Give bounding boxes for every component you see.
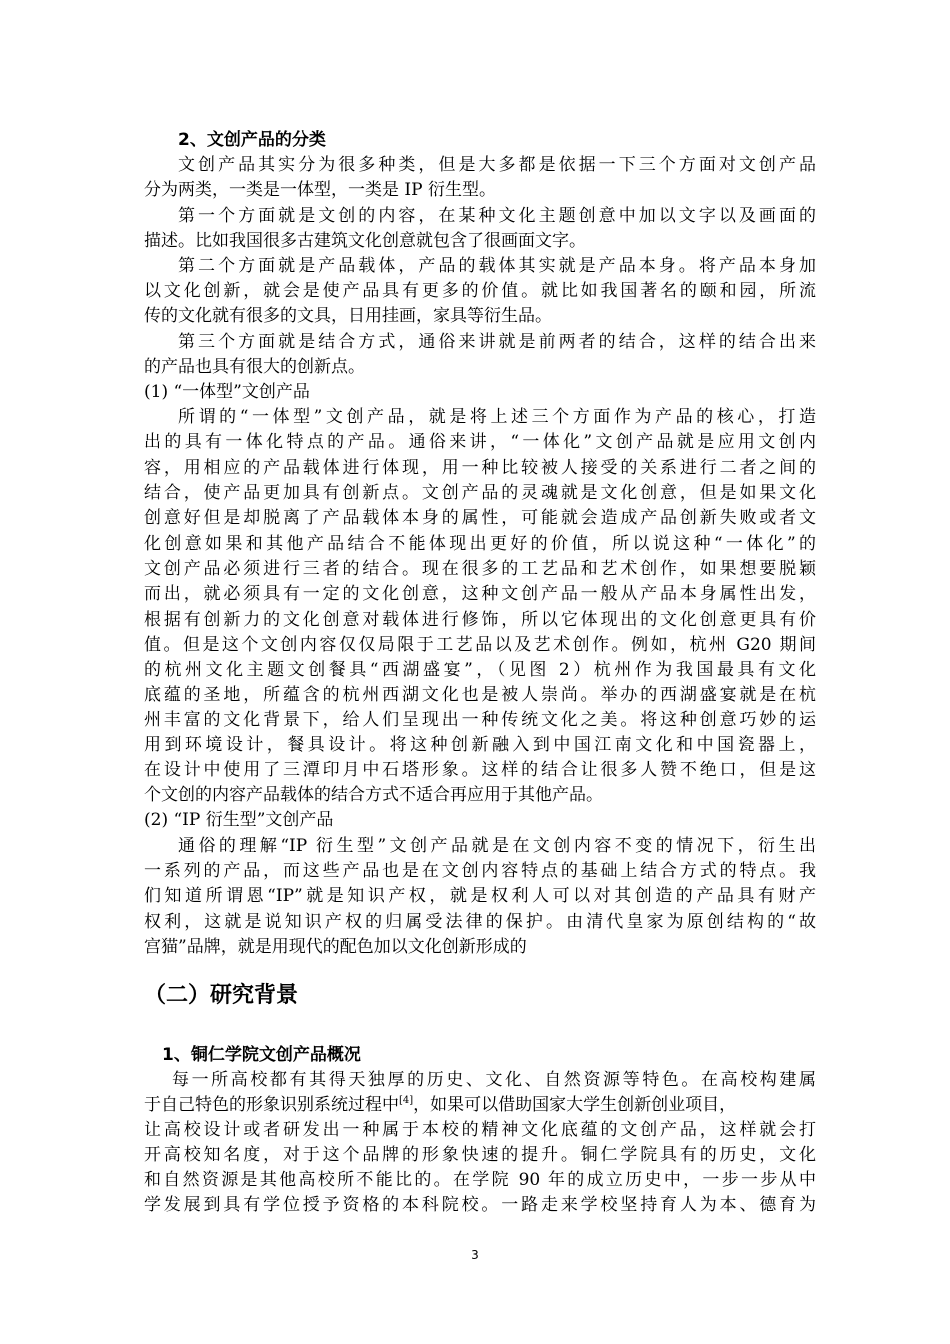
paragraph-text: ，如果可以借助国家大学生创新创业项目， — [413, 1095, 737, 1115]
paragraph-line-with-citation — [144, 1093, 816, 1118]
paragraph-line: 所谓的“一体型”文创产品，就是将上述三个方面作为产品的核心，打造 — [178, 407, 816, 427]
paragraph-line: 文创产品其实分为很多种类，但是大多都是依据一下三个方面对文创产品 — [178, 155, 816, 175]
subsection-heading-tongren-overview: 1、铜仁学院文创产品概况 — [162, 1045, 361, 1065]
paragraph-line: 底蕴的圣地，所蕴含的杭州西湖文化也是被人崇尚。举办的西湖盛宴就是在杭 — [144, 685, 816, 705]
paragraph-line: 个文创的内容产品载体的结合方式不适合再应用于其他产品。 — [144, 785, 603, 805]
subsection-heading-ip-derivative: (2) “IP 衍生型”文创产品 — [144, 810, 334, 830]
section-heading-classification: 2、文创产品的分类 — [178, 130, 326, 150]
subsection-heading-integrated: (1) “一体型”文创产品 — [144, 382, 310, 402]
section-heading-research-background: （二）研究背景 — [144, 983, 299, 1008]
paragraph-line: 在设计中使用了三潭印月中石塔形象。这样的结合让很多人赞不绝口，但是这 — [144, 760, 816, 780]
paragraph-line: 第二个方面就是产品载体，产品的载体其实就是产品本身。将产品本身加 — [178, 256, 816, 276]
paragraph-line: 结合，使产品更加具有创新点。文创产品的灵魂就是文化创意，但是如果文化 — [144, 483, 816, 503]
paragraph-line: 创意好但是却脱离了产品载体本身的属性，可能就会造成产品创新失败或者文 — [144, 508, 816, 528]
paragraph-line: 开高校知名度，对于这个品牌的形象快速的提升。铜仁学院具有的历史，文化 — [144, 1145, 816, 1165]
paragraph-line: 一系列的产品，而这些产品也是在文创内容特点的基础上结合方式的特点。我 — [144, 861, 816, 881]
paragraph-line: 用到环境设计，餐具设计。将这种创新融入到中国江南文化和中国瓷器上， — [144, 735, 816, 755]
paragraph-line: 们知道所谓恩“IP”就是知识产权，就是权利人可以对其创造的产品具有财产 — [144, 886, 816, 906]
paragraph-line: 和自然资源是其他高校所不能比的。在学院 90 年的成立历史中，一步一步从中 — [144, 1170, 816, 1190]
paragraph-line: 第三个方面就是结合方式，通俗来讲就是前两者的结合，这样的结合出来 — [178, 332, 816, 352]
paragraph-line: 宫猫”品牌，就是用现代的配色加以文化创新形成的 — [144, 937, 527, 957]
paragraph-line: 传的文化就有很多的文具，日用挂画，家具等衍生品。 — [144, 306, 552, 326]
paragraph-line: 文创产品必须进行三者的结合。现在很多的工艺品和艺术创作，如果想要脱颖 — [144, 559, 816, 579]
paragraph-line: 第一个方面就是文创的内容，在某种文化主题创意中加以文字以及画面的 — [178, 206, 816, 226]
paragraph-line: 通俗的理解“IP 衍生型”文创产品就是在文创内容不变的情况下，衍生出 — [178, 836, 816, 856]
paragraph-line: 根据有创新力的文化创意对载体进行修饰，所以它体现出的文化创意更具有价 — [144, 610, 816, 630]
paragraph-line: 出的具有一体化特点的产品。通俗来讲，“一体化”文创产品就是应用文创内 — [144, 432, 816, 452]
paragraph-line: 描述。比如我国很多古建筑文化创意就包含了很画面文字。 — [144, 231, 586, 251]
page-number: 3 — [471, 1248, 479, 1262]
citation-reference[interactable]: [4] — [399, 1095, 414, 1106]
paragraph-line: 容，用相应的产品载体进行体现，用一种比较被人接受的关系进行二者之间的 — [144, 458, 816, 478]
paragraph-line: 分为两类，一类是一体型，一类是 IP 衍生型。 — [144, 180, 496, 200]
paragraph-line: 以文化创新，就会是使产品具有更多的价值。就比如我国著名的颐和园，所流 — [144, 281, 816, 301]
paragraph-line: 的产品也具有很大的创新点。 — [144, 357, 365, 377]
paragraph-line: 州丰富的文化背景下，给人们呈现出一种传统文化之美。将这种创意巧妙的运 — [144, 710, 816, 730]
paragraph-line: 每一所高校都有其得天独厚的历史、文化、自然资源等特色。在高校构建属 — [172, 1070, 816, 1090]
paragraph-line: 让高校设计或者研发出一种属于本校的精神文化底蕴的文创产品，这样就会打 — [144, 1120, 816, 1140]
paragraph-line: 权利，这就是说知识产权的归属受法律的保护。由清代皇家为原创结构的“故 — [144, 912, 816, 932]
paragraph-line: 值。但是这个文创内容仅仅局限于工艺品以及艺术创作。例如，杭州 G20 期间 — [144, 635, 816, 655]
paragraph-line: 的杭州文化主题文创餐具“西湖盛宴”，（见图 2）杭州作为我国最具有文化 — [144, 660, 816, 680]
paragraph-line: 而出，就必须具有一定的文化创意，这种文创产品一般从产品本身属性出发， — [144, 584, 816, 604]
paragraph-line: 学发展到具有学位授予资格的本科院校。一路走来学校坚持育人为本、德育为 — [144, 1195, 816, 1215]
paragraph-line: 化创意如果和其他产品结合不能体现出更好的价值，所以说这种“一体化”的 — [144, 534, 816, 554]
paragraph-text: 于自己特色的形象识别系统过程中 — [144, 1095, 399, 1115]
